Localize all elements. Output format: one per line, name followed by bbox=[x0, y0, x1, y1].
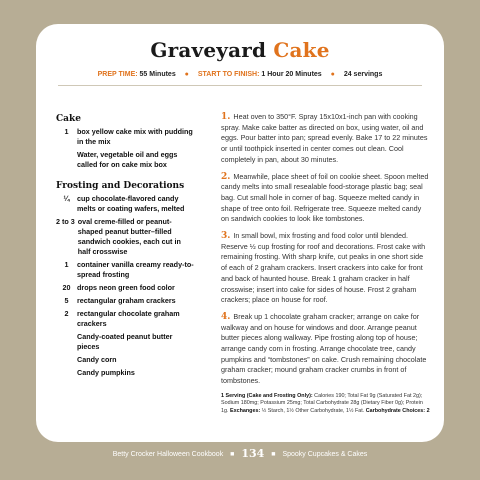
ingredient-item bbox=[56, 309, 194, 329]
ingredient-item bbox=[56, 194, 194, 214]
page-number: 134 bbox=[241, 447, 265, 460]
ingredient-item bbox=[56, 260, 194, 280]
ingredient-text: Water, vegetable oil and eggs called for on cake mix box bbox=[77, 150, 178, 169]
ingredient-item bbox=[56, 150, 194, 170]
ingredient-qty bbox=[56, 355, 77, 365]
title-accent: Cake bbox=[273, 38, 330, 62]
nutrition-info: 1 Serving (Cake and Frosting Only): Calories 190; Total Fat 9g (Saturated Fat 2g); Sodium 180mg; Potassium 25mg; Total Carbohydrate 28g (Dietary Fiber 0g); Protein 1g. Exchanges: ½ Starch, 1½ Other Carbohydrate, 1½ Fat. Carbohydrate Choices: 2 bbox=[221, 392, 430, 414]
ingredient-text: Candy pumpkins bbox=[77, 368, 135, 377]
ingredient-text: Candy corn bbox=[77, 355, 117, 364]
servings: 24 servings bbox=[343, 71, 383, 78]
ingredient-qty: 1 bbox=[64, 260, 69, 269]
ingredient-qty bbox=[56, 368, 77, 378]
ingredient-qty: 1 bbox=[64, 127, 69, 136]
footer-bullet-icon: ■ bbox=[271, 451, 276, 458]
header-divider bbox=[58, 85, 422, 86]
start-to-finish-label: START TO FINISH: bbox=[197, 71, 260, 78]
prep-time-label: PREP TIME: bbox=[97, 71, 138, 78]
direction-step bbox=[221, 231, 430, 306]
recipe-title bbox=[36, 38, 444, 62]
page-footer bbox=[0, 447, 480, 460]
footer-chapter: Spooky Cupcakes & Cakes bbox=[282, 451, 368, 458]
ingredients-column bbox=[56, 114, 194, 381]
ingredient-qty: 2 to 3 bbox=[56, 217, 75, 226]
ingredient-qty: 20 bbox=[62, 283, 71, 292]
footer-book-title: Betty Crocker Halloween Cookbook bbox=[112, 451, 224, 458]
meta-bullet-icon: ● bbox=[184, 71, 189, 78]
start-to-finish-value: 1 Hour 20 Minutes bbox=[261, 71, 322, 78]
direction-step bbox=[221, 112, 430, 166]
recipe-card bbox=[36, 24, 444, 442]
ingredient-qty: ¼ bbox=[63, 194, 70, 203]
ingredient-item bbox=[56, 217, 194, 257]
ingredient-text: oval creme-filled or peanut-shaped peanut butter–filled sandwich cookies, each cut in half crosswise bbox=[77, 217, 181, 256]
ingredient-item bbox=[56, 368, 194, 378]
meta-bullet-icon: ● bbox=[330, 71, 335, 78]
ingredient-item bbox=[56, 127, 194, 147]
direction-step bbox=[221, 312, 430, 387]
ingredient-qty bbox=[56, 332, 77, 352]
ingredient-text: rectangular graham crackers bbox=[77, 296, 176, 305]
ingredient-item bbox=[56, 332, 194, 352]
prep-time-value: 55 Minutes bbox=[139, 71, 176, 78]
recipe-meta bbox=[36, 71, 444, 78]
ingredient-qty: 2 bbox=[64, 309, 69, 318]
step-text: Break up 1 chocolate graham cracker; arrange on cake for walkway and on house for windows and door. Arrange peanut butter pieces along walkway. Pipe frosting along top of house; arrange candy corn in frosting. Arrange chocolate tree, candy pumpkins and “tombstones” on cake. Crush remaining chocolate graham cracker; mound graham cracker crumbs in front of tombstones. bbox=[221, 311, 427, 386]
ingredient-item bbox=[56, 355, 194, 365]
direction-step bbox=[221, 172, 430, 226]
ingredient-item bbox=[56, 283, 194, 293]
ingredient-text: drops neon green food color bbox=[77, 283, 175, 292]
step-number: 2. bbox=[221, 171, 231, 182]
step-text: In small bowl, mix frosting and food color until blended. Reserve ½ cup frosting for roof and decorations. Frost cake with remaining frosting. With sharp knife, cut peaks in one short side of each of 2 graham crackers. Insert crackers into cake for front and back of haunted house. Break 1 graham cracker in half crosswise; insert into cake for sides of house. Frost 2 graham crackers; place on house for roof. bbox=[221, 231, 426, 305]
ingredient-text: cup chocolate-flavored candy melts or coating wafers, melted bbox=[77, 194, 185, 213]
section-title: Frosting and Decorations bbox=[56, 181, 185, 191]
step-text: Meanwhile, place sheet of foil on cookie sheet. Spoon melted candy melts into small resealable food-storage plastic bag; seal bag. Cut small hole in corner of bag. Squeeze melted candy in shape of tree onto foil. Refrigerate tree. Squeeze melted candy on sandwich cookies to look like tombstones. bbox=[221, 171, 429, 224]
ingredient-item bbox=[56, 296, 194, 306]
ingredient-text: container vanilla creamy ready-to-spread frosting bbox=[77, 260, 194, 279]
title-main: Graveyard bbox=[150, 38, 267, 62]
step-text: Heat oven to 350°F. Spray 15x10x1-inch pan with cooking spray. Make cake batter as directed on box, using water, oil and eggs. Pour batter into pan; spread evenly. Bake 17 to 22 minutes or until toothpick inserted in center comes out clean. Cool completely in pan, about 30 minutes. bbox=[221, 112, 428, 164]
ingredient-qty: 5 bbox=[64, 296, 69, 305]
exchanges-text: ½ Starch, 1½ Other Carbohydrate, 1½ Fat bbox=[261, 407, 363, 414]
step-number: 1. bbox=[221, 112, 231, 122]
directions-column bbox=[221, 112, 430, 415]
ingredient-qty bbox=[56, 150, 77, 170]
ingredient-text: rectangular chocolate graham crackers bbox=[77, 309, 180, 328]
ingredient-text: Candy-coated peanut butter pieces bbox=[77, 332, 173, 351]
footer-bullet-icon: ■ bbox=[230, 451, 235, 458]
step-number: 3. bbox=[221, 231, 231, 242]
nutrition-text: Calories 190; Total Fat 9g (Saturated Fat 2g); Sodium 180mg; Potassium 25mg; Total Carbohydrate 28g (Dietary Fiber 0g); Protein 1g bbox=[221, 392, 423, 414]
nutrition-label: 1 Serving (Cake and Frosting Only): bbox=[221, 392, 313, 399]
ingredient-text: box yellow cake mix with pudding in the mix bbox=[77, 127, 193, 146]
carb-choices-label: Carbohydrate Choices: bbox=[365, 407, 426, 414]
exchanges-label: Exchanges: bbox=[230, 407, 261, 414]
section-title: Cake bbox=[56, 114, 81, 124]
carb-choices-value: 2 bbox=[426, 407, 430, 414]
step-number: 4. bbox=[221, 311, 231, 322]
